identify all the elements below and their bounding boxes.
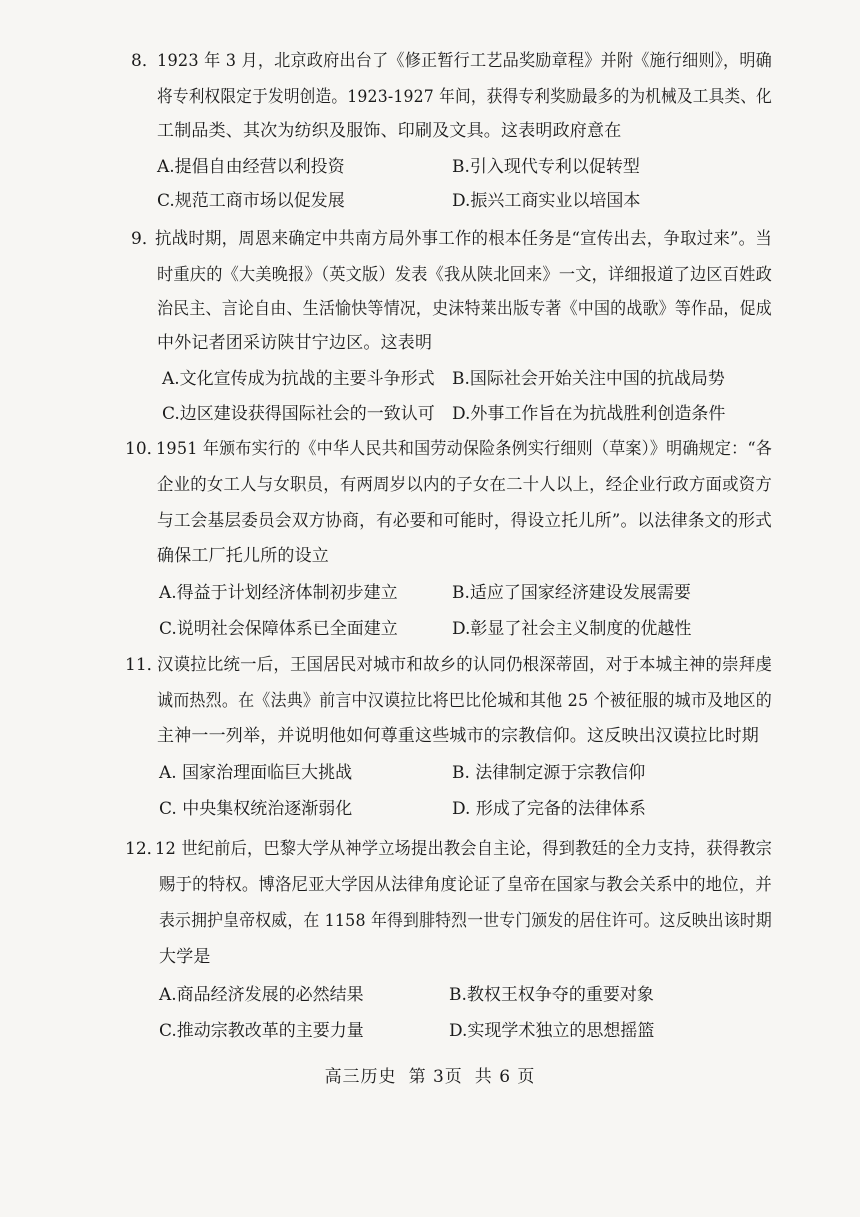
question-number: 12． <box>125 839 164 859</box>
question-stem-line: 中外记者团采访陕甘宁边区。这表明 <box>157 333 433 353</box>
option-c[interactable]: C.说明社会保障体系已全面建立 <box>159 619 398 639</box>
question-stem-line: 12 世纪前后，巴黎大学从神学立场提出教会自主论，得到教廷的全力支持，获得教宗 <box>155 839 773 859</box>
option-d[interactable]: D.实现学术独立的思想摇篮 <box>449 1021 655 1041</box>
question-stem-line: 时重庆的《大美晚报》（英文版）发表《我从陕北回来》一文，详细报道了边区百姓政 <box>157 265 772 285</box>
option-b[interactable]: B. 法律制定源于宗教信仰 <box>452 763 646 783</box>
question-number: 9． <box>131 229 159 249</box>
footer-total-pages: 共 6 页 <box>474 1067 536 1087</box>
question-stem-line: 汉谟拉比统一后，王国居民对城市和故乡的认同仍根深蒂固，对于本城主神的崇拜虔 <box>157 655 773 675</box>
page-footer <box>0 1066 860 1088</box>
question-stem-line: 抗战时期，周恩来确定中共南方局外事工作的根本任务是“宣传出去，争取过来”。当 <box>155 229 772 249</box>
question-stem-line: 治民主、言论自由、生活愉快等情况，史沫特莱出版专著《中国的战歌》等作品，促成 <box>157 299 772 319</box>
question-stem-line: 表示拥护皇帝权威，在 1158 年得到腓特烈一世专门颁发的居住许可。这反映出该时期 <box>159 911 772 931</box>
option-a[interactable]: A.得益于计划经济体制初步建立 <box>159 583 398 603</box>
option-a[interactable]: A. 国家治理面临巨大挑战 <box>159 763 353 783</box>
option-d[interactable]: D. 形成了完备的法律体系 <box>452 799 646 819</box>
question-stem-line: 大学是 <box>159 947 211 967</box>
option-c[interactable]: C. 中央集权统治逐渐弱化 <box>159 799 353 819</box>
option-d[interactable]: D.振兴工商实业以培国本 <box>452 191 641 211</box>
option-b[interactable]: B.教权王权争夺的重要对象 <box>449 985 654 1005</box>
option-a[interactable]: A.商品经济发展的必然结果 <box>159 985 364 1005</box>
option-d[interactable]: D.外事工作旨在为抗战胜利创造条件 <box>452 404 726 424</box>
question-stem-line: 1923 年 3 月，北京政府出台了《修正暂行工艺品奖励章程》并附《施行细则》，明确 <box>157 51 773 71</box>
option-d[interactable]: D.彰显了社会主义制度的优越性 <box>452 619 692 639</box>
question-stem-line: 1951 年颁布实行的《中华人民共和国劳动保险条例实行细则（草案）》明确规定：“各 <box>156 439 773 459</box>
option-b[interactable]: B.国际社会开始关注中国的抗战局势 <box>452 369 725 389</box>
option-a[interactable]: A.文化宣传成为抗战的主要斗争形式 <box>162 369 435 389</box>
question-stem-line: 确保工厂托儿所的设立 <box>157 546 329 566</box>
option-c[interactable]: C.边区建设获得国际社会的一致认可 <box>162 404 435 424</box>
option-c[interactable]: C.规范工商市场以促发展 <box>157 191 345 211</box>
question-stem-line: 与工会基层委员会双方协商，有必要和可能时，得设立托儿所”。以法律条文的形式 <box>157 511 773 531</box>
option-b[interactable]: B.适应了国家经济建设发展需要 <box>452 583 691 603</box>
footer-subject: 高三历史 <box>324 1067 397 1087</box>
option-a[interactable]: A.提倡自由经营以利投资 <box>157 157 345 177</box>
question-number: 10． <box>125 439 164 459</box>
option-c[interactable]: C.推动宗教改革的主要力量 <box>159 1021 364 1041</box>
question-stem-line: 诚而热烈。在《法典》前言中汉谟拉比将巴比伦城和其他 25 个被征服的城市及地区的 <box>157 691 773 711</box>
footer-page-number: 第 3页 <box>408 1067 463 1087</box>
option-b[interactable]: B.引入现代专利以促转型 <box>452 157 640 177</box>
question-number: 11． <box>125 655 164 675</box>
question-stem-line: 将专利权限定于发明创造。1923-1927 年间，获得专利奖励最多的为机械及工具类、化 <box>157 87 773 107</box>
question-stem-line: 主神一一列举，并说明他如何尊重这些城市的宗教信仰。这反映出汉谟拉比时期 <box>157 726 759 746</box>
question-stem-line: 赐于的特权。博洛尼亚大学因从法律角度论证了皇帝在国家与教会关系中的地位，并 <box>159 875 772 895</box>
question-stem-line: 工制品类、其次为纺织及服饰、印刷及文具。这表明政府意在 <box>157 121 622 141</box>
question-number: 8． <box>131 51 159 71</box>
question-stem-line: 企业的女工人与女职员，有两周岁以内的子女在二十人以上，经企业行政方面或资方 <box>157 475 773 495</box>
